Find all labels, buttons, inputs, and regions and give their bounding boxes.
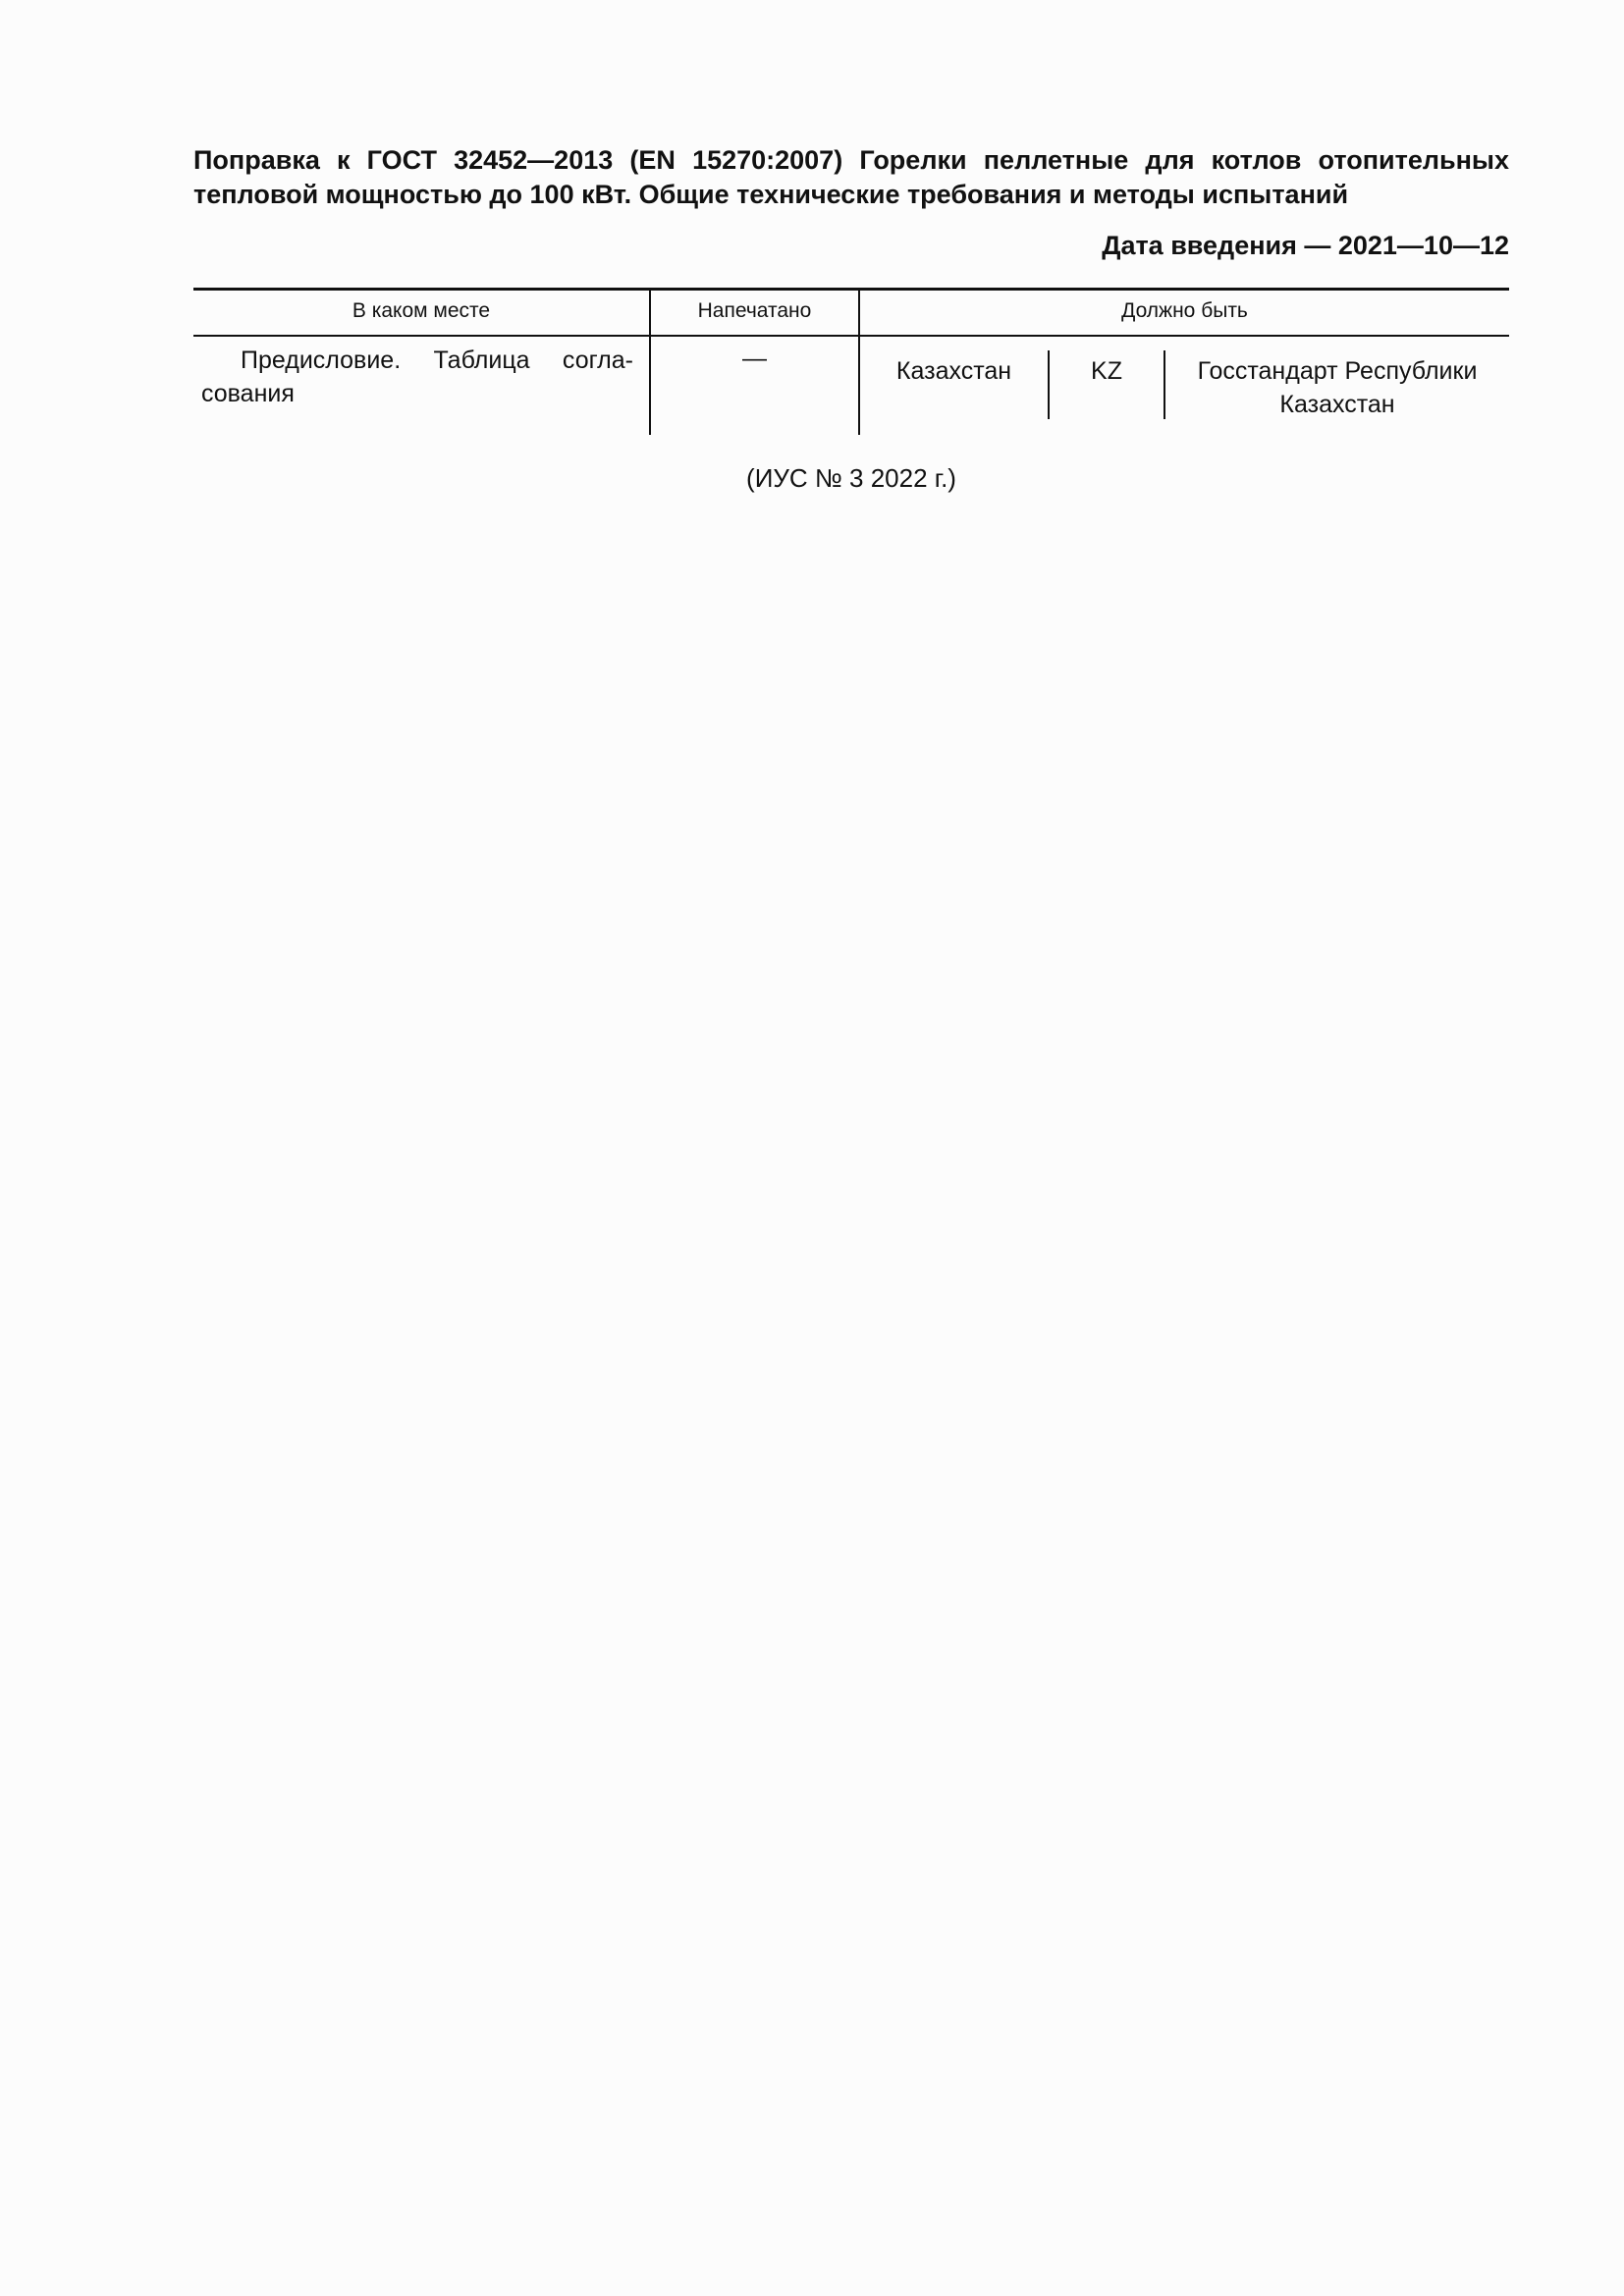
subcolumn-divider <box>1164 350 1165 419</box>
row-place: Предисловие. Таблица согла-сования <box>201 347 633 407</box>
header-printed: Напечатано <box>697 299 812 322</box>
header-should-be: Должно быть <box>1121 299 1248 322</box>
row-code: KZ <box>1091 357 1122 385</box>
table-top-rule <box>193 288 1509 291</box>
row-authority: Госстандарт Республики Казахстан <box>1197 357 1478 418</box>
row-country: Казахстан <box>895 357 1012 385</box>
amendment-table <box>193 288 1509 435</box>
footer-reference: (ИУС № 3 2022 г.) <box>746 463 956 493</box>
table-header-rule <box>193 335 1509 337</box>
row-printed: — <box>742 345 767 372</box>
header-place: В каком месте <box>352 299 491 322</box>
document-title: Поправка к ГОСТ 32452—2013 (EN 15270:2007) Горелки пеллетные для котлов отопительных тепловой мощностью до 100 кВт. Общие технические требования и методы испытаний <box>193 145 1509 209</box>
effective-date: Дата введения — 2021—10—12 <box>1102 231 1509 260</box>
